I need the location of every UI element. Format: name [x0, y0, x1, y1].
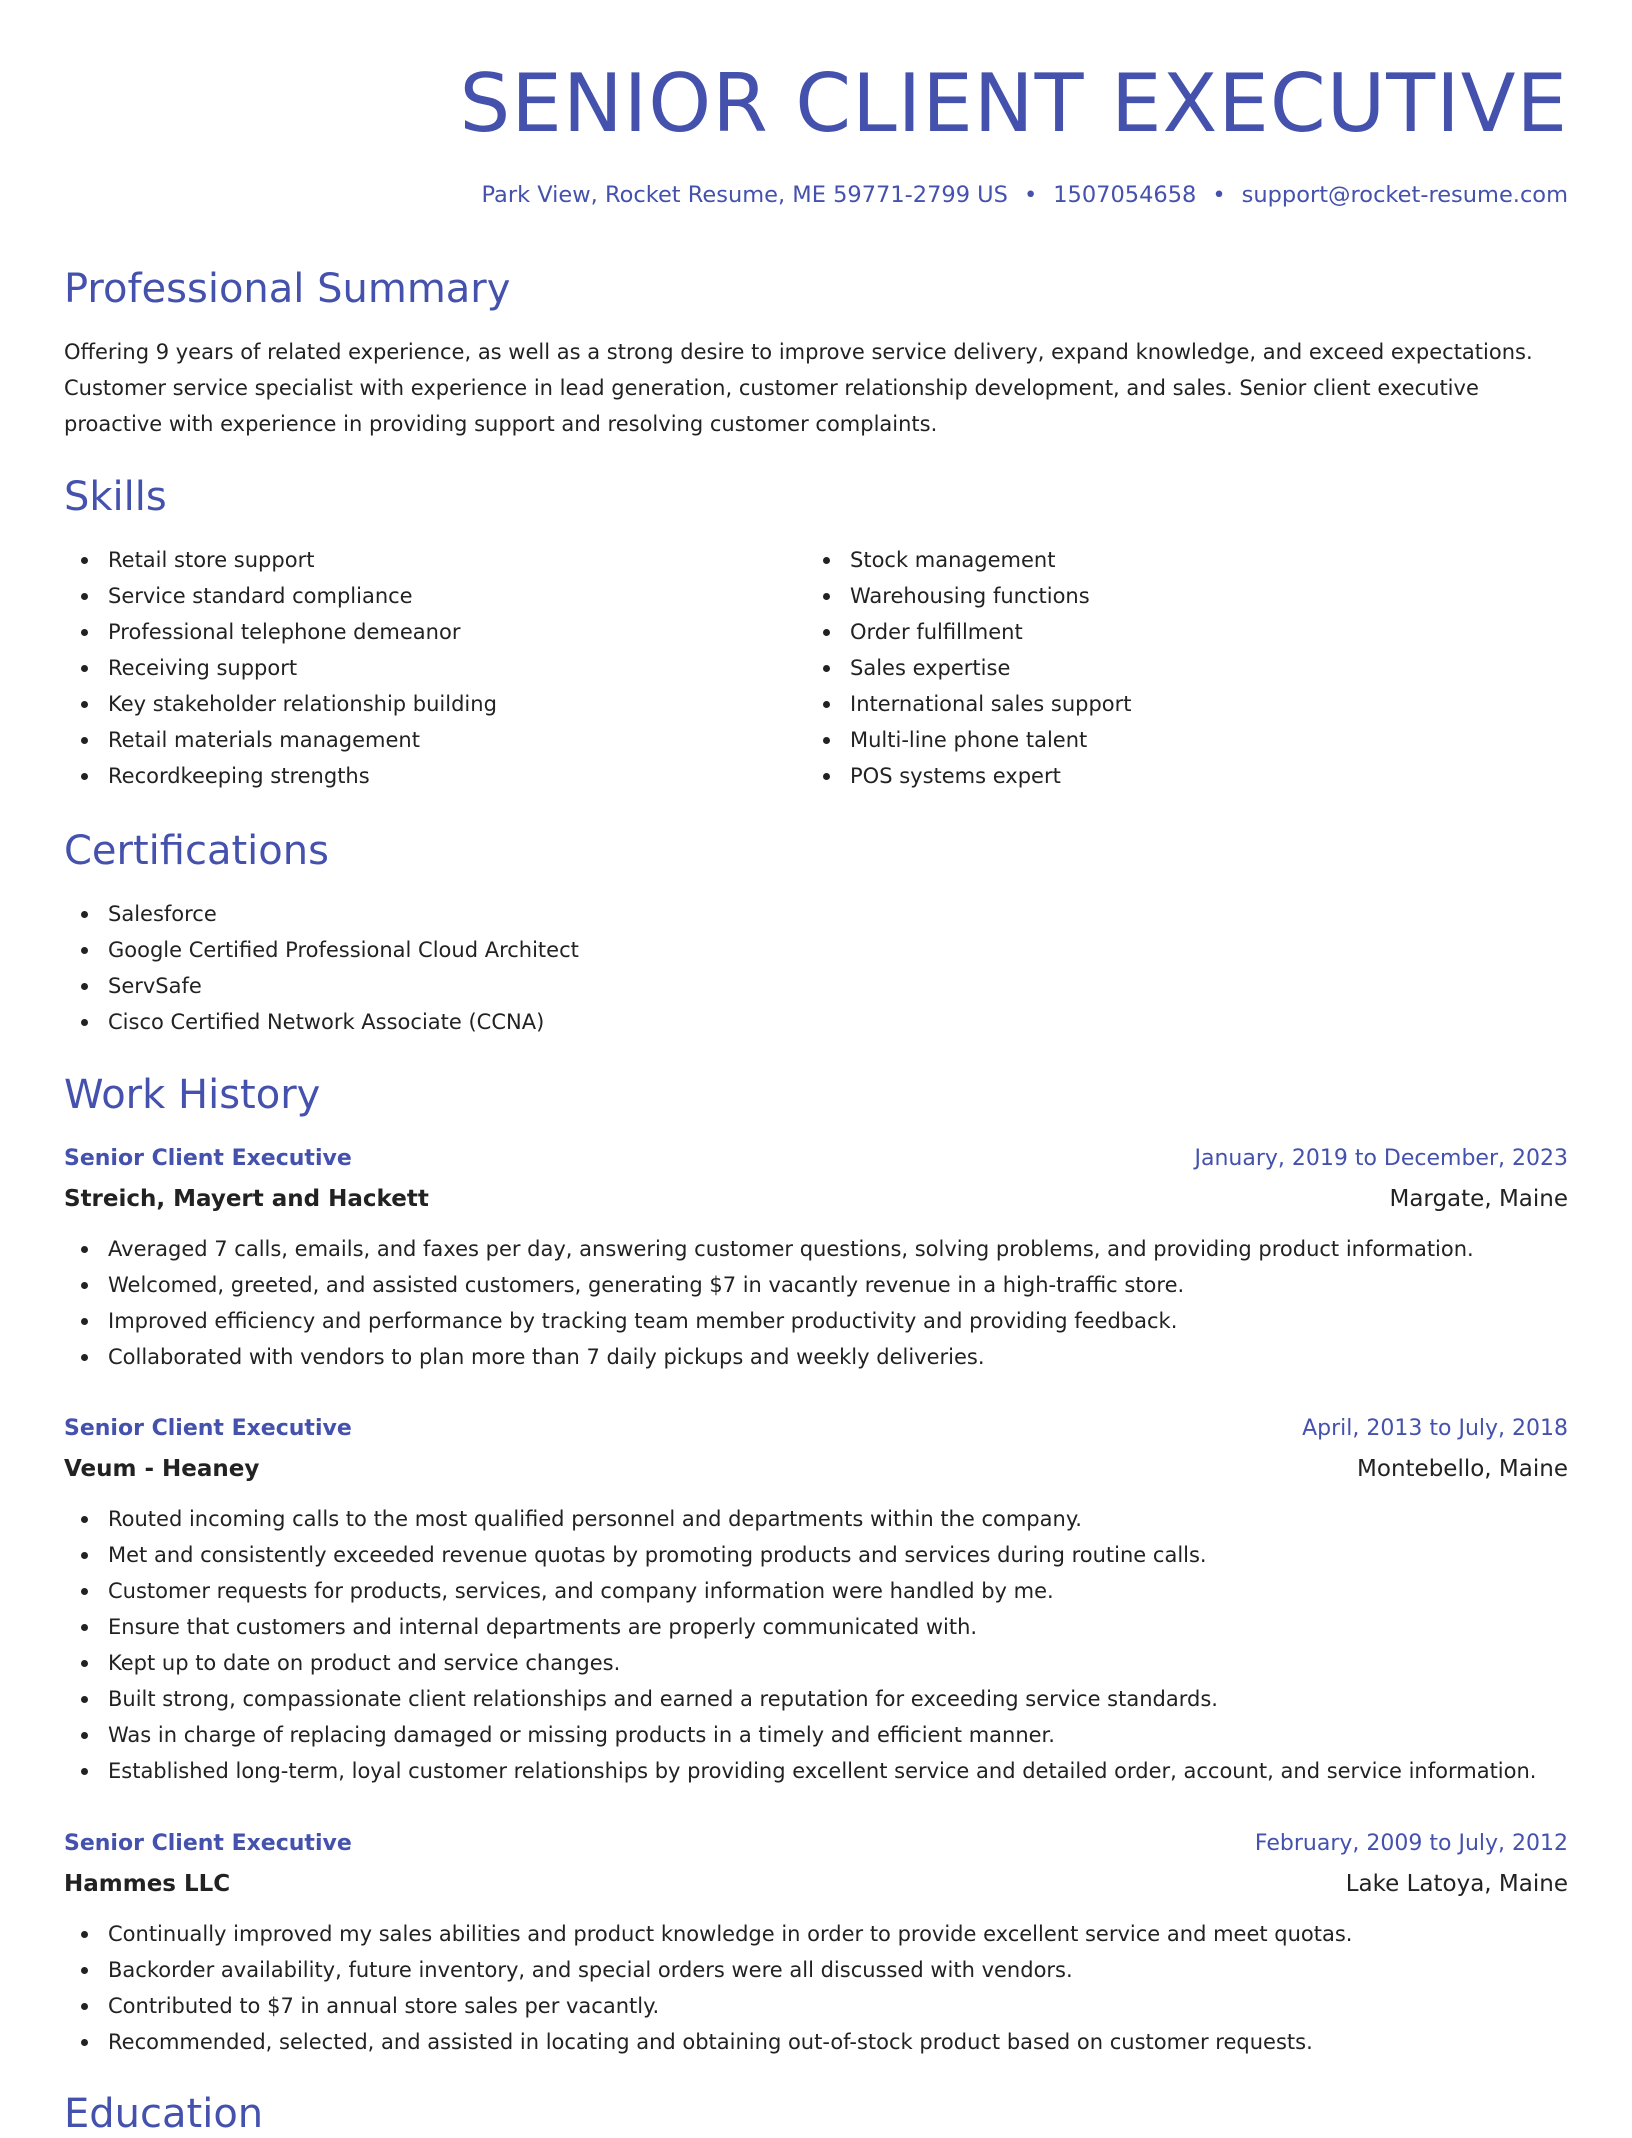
job-bullet: Kept up to date on product and service changes.: [64, 1645, 1568, 1681]
job-entry: [64, 1824, 1568, 2060]
skill-item: Service standard compliance: [64, 578, 806, 614]
skills-list-right: [806, 542, 1548, 794]
skill-item: Warehousing functions: [806, 578, 1548, 614]
resume-title: SENIOR CLIENT EXECUTIVE: [459, 57, 1568, 150]
job-company: Hammes LLC: [64, 1871, 231, 1897]
job-company: Veum - Heaney: [64, 1456, 260, 1482]
job-bullet: Collaborated with vendors to plan more than 7 daily pickups and weekly deliveries.: [64, 1339, 1568, 1375]
contact-address: Park View, Rocket Resume, ME 59771-2799 US: [481, 182, 1008, 208]
job-bullet: Improved efficiency and performance by tracking team member productivity and providing feedback.: [64, 1303, 1568, 1339]
job-company: Streich, Mayert and Hackett: [64, 1186, 429, 1212]
skills-heading: Skills: [64, 474, 167, 520]
contact-line: [64, 182, 1568, 208]
job-bullets: [64, 1501, 1568, 1789]
job-bullet: Met and consistently exceeded revenue quotas by promoting products and services during routine calls.: [64, 1537, 1568, 1573]
job-bullet: Built strong, compassionate client relationships and earned a reputation for exceeding service standards.: [64, 1681, 1568, 1717]
job-bullet: Averaged 7 calls, emails, and faxes per day, answering customer questions, solving problems, and providing product information.: [64, 1231, 1568, 1267]
contact-email: support@rocket-resume.com: [1241, 182, 1568, 208]
skill-item: Retail store support: [64, 542, 806, 578]
skills-list-left: [64, 542, 806, 794]
job-header-row: [64, 1409, 1568, 1449]
certifications-list: [64, 896, 579, 1040]
skill-item: Order fulfillment: [806, 614, 1548, 650]
job-entry: [64, 1409, 1568, 1789]
job-bullet: Established long-term, loyal customer relationships by providing excellent service and detailed order, account, and service information.: [64, 1753, 1568, 1789]
job-bullet: Ensure that customers and internal departments are properly communicated with.: [64, 1609, 1568, 1645]
skill-item: International sales support: [806, 686, 1548, 722]
job-role: Senior Client Executive: [64, 1416, 352, 1441]
skill-item: Stock management: [806, 542, 1548, 578]
certification-item: ServSafe: [64, 968, 579, 1004]
job-role: Senior Client Executive: [64, 1831, 352, 1856]
skill-item: Recordkeeping strengths: [64, 758, 806, 794]
job-header-row: [64, 1139, 1568, 1179]
contact-phone: 1507054658: [1053, 182, 1197, 208]
job-bullet: Contributed to $7 in annual store sales per vacantly.: [64, 1988, 1568, 2024]
job-location: Lake Latoya, Maine: [1345, 1871, 1568, 1897]
job-bullet: Continually improved my sales abilities and product knowledge in order to provide excellent service and meet quotas.: [64, 1916, 1568, 1952]
job-dates: April, 2013 to July, 2018: [1302, 1416, 1568, 1441]
skills-column-right: [806, 542, 1548, 794]
work-history-heading: Work History: [64, 1072, 321, 1118]
certification-item: Cisco Certified Network Associate (CCNA): [64, 1004, 579, 1040]
job-bullet: Routed incoming calls to the most qualified personnel and departments within the company.: [64, 1501, 1568, 1537]
job-company-row: [64, 1179, 1568, 1219]
skill-item: Key stakeholder relationship building: [64, 686, 806, 722]
summary-heading: Professional Summary: [64, 266, 511, 312]
job-bullets: [64, 1231, 1568, 1375]
job-entry: [64, 1139, 1568, 1375]
skill-item: Professional telephone demeanor: [64, 614, 806, 650]
job-company-row: [64, 1864, 1568, 1904]
job-bullets: [64, 1916, 1568, 2060]
skill-item: POS systems expert: [806, 758, 1548, 794]
skill-item: Retail materials management: [64, 722, 806, 758]
skill-item: Multi-line phone talent: [806, 722, 1548, 758]
skills-column-left: [64, 542, 806, 794]
job-header-row: [64, 1824, 1568, 1864]
job-dates: January, 2019 to December, 2023: [1194, 1146, 1568, 1171]
contact-separator: •: [1212, 182, 1226, 208]
job-bullet: Was in charge of replacing damaged or missing products in a timely and efficient manner.: [64, 1717, 1568, 1753]
skill-item: Receiving support: [64, 650, 806, 686]
job-bullet: Welcomed, greeted, and assisted customers, generating $7 in vacantly revenue in a high-traffic store.: [64, 1267, 1568, 1303]
skills-columns: [64, 542, 1568, 794]
job-dates: February, 2009 to July, 2012: [1254, 1831, 1568, 1856]
certifications-heading: Certifications: [64, 828, 329, 874]
skill-item: Sales expertise: [806, 650, 1548, 686]
resume-page: [64, 0, 1568, 2137]
job-location: Margate, Maine: [1389, 1186, 1568, 1212]
certification-item: Salesforce: [64, 896, 579, 932]
job-location: Montebello, Maine: [1357, 1456, 1568, 1482]
education-heading: Education: [64, 2091, 264, 2137]
summary-text: Offering 9 years of related experience, as well as a strong desire to improve service delivery, expand knowledge, and exceed expectations. Customer service specialist with experience in lead generation, customer relationship development, and sales. Senior client executive proactive with experience in providing support and resolving customer complaints.: [64, 340, 1533, 436]
job-company-row: [64, 1449, 1568, 1489]
job-role: Senior Client Executive: [64, 1146, 352, 1171]
job-bullet: Recommended, selected, and assisted in locating and obtaining out-of-stock product based on customer requests.: [64, 2024, 1568, 2060]
certification-item: Google Certified Professional Cloud Architect: [64, 932, 579, 968]
contact-separator: •: [1023, 182, 1038, 208]
job-bullet: Customer requests for products, services, and company information were handled by me.: [64, 1573, 1568, 1609]
job-bullet: Backorder availability, future inventory, and special orders were all discussed with vendors.: [64, 1952, 1568, 1988]
